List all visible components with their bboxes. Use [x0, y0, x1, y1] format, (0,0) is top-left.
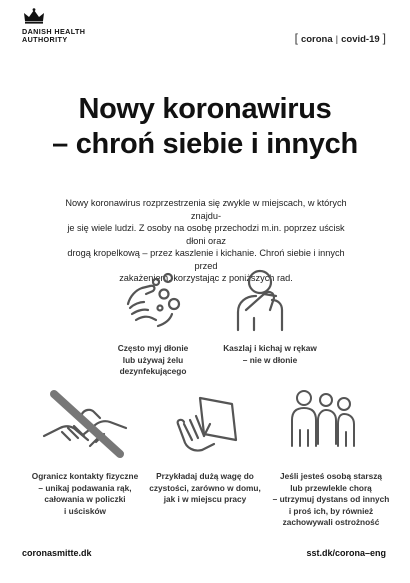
crown-icon: [23, 8, 45, 24]
tip-line: Jeśli jesteś osobą starszą: [280, 471, 382, 481]
tip-caption-hand-wash: [88, 343, 218, 378]
tip-caption-distance: [265, 471, 397, 529]
cleaning-icon: [170, 394, 242, 458]
tip-line: i proś ich, by również: [288, 505, 374, 516]
footer-link-coronasmitte[interactable]: coronasmitte.dk: [22, 548, 92, 558]
tip-line: Ogranicz kontakty fizyczne: [31, 471, 139, 481]
distance-people-icon: [282, 386, 362, 456]
tip-line: zachowywali ostrożność: [282, 517, 380, 527]
authority-line-1: DANISH HEALTH: [22, 27, 86, 36]
danish-health-authority-logo: [22, 8, 132, 45]
intro-line: zakażeniem, korzystając z poniższych rad.: [119, 273, 293, 283]
tip-caption-cough-elbow: [205, 343, 335, 366]
intro-line: je się wiele ludzi. Z osoby na osobę przechodzi m.in. poprzez uścisk dłoni oraz: [67, 223, 345, 246]
hand-wash-icon: [120, 268, 184, 332]
intro-line: drogą kropelkową – przez kaszlenie i kichanie. Chroń siebie i innych przed: [67, 248, 345, 271]
tip-line: czystości, zarówno w domu,: [149, 482, 261, 493]
no-handshake-icon: [40, 388, 130, 458]
title-line-1: Nowy koronawirus: [78, 93, 332, 125]
tip-line: jak i w miejscu pracy: [163, 494, 247, 504]
tip-line: Przykładaj dużą wagę do: [156, 471, 254, 481]
tag-corona: corona: [300, 33, 333, 45]
tip-line: lub przewlekle chorą: [290, 482, 372, 493]
intro-line: Nowy koronawirus rozprzestrzenia się zwykle w miejscach, w których znajdu-: [65, 198, 347, 221]
tip-line: Kaszlaj i kichaj w rękaw: [223, 343, 317, 353]
corona-covid-tag: [ corona | covid-19 ]: [294, 31, 386, 45]
cough-elbow-icon: [230, 266, 294, 332]
tag-covid: covid-19: [341, 33, 380, 45]
tip-line: – nie w dłonie: [242, 354, 298, 365]
tip-line: – unikaj podawania rąk,: [38, 482, 132, 493]
tip-line: lub używaj żelu: [122, 354, 184, 365]
tip-line: i uścisków: [64, 505, 106, 516]
tip-line: Często myj dłonie: [117, 343, 189, 353]
footer-link-sst[interactable]: sst.dk/corona–eng: [306, 548, 386, 558]
tip-line: dezynfekującego: [119, 366, 187, 376]
tip-caption-cleaning: [140, 471, 270, 506]
tip-caption-no-handshake: [20, 471, 150, 517]
title-line-2: – chroń siebie i innych: [52, 128, 358, 160]
page-title: [0, 92, 410, 162]
intro-paragraph: [58, 197, 354, 285]
authority-line-2: AUTHORITY: [22, 35, 68, 45]
tip-line: całowania w policzki: [44, 494, 126, 504]
tip-line: – utrzymuj dystans od innych: [272, 494, 390, 504]
